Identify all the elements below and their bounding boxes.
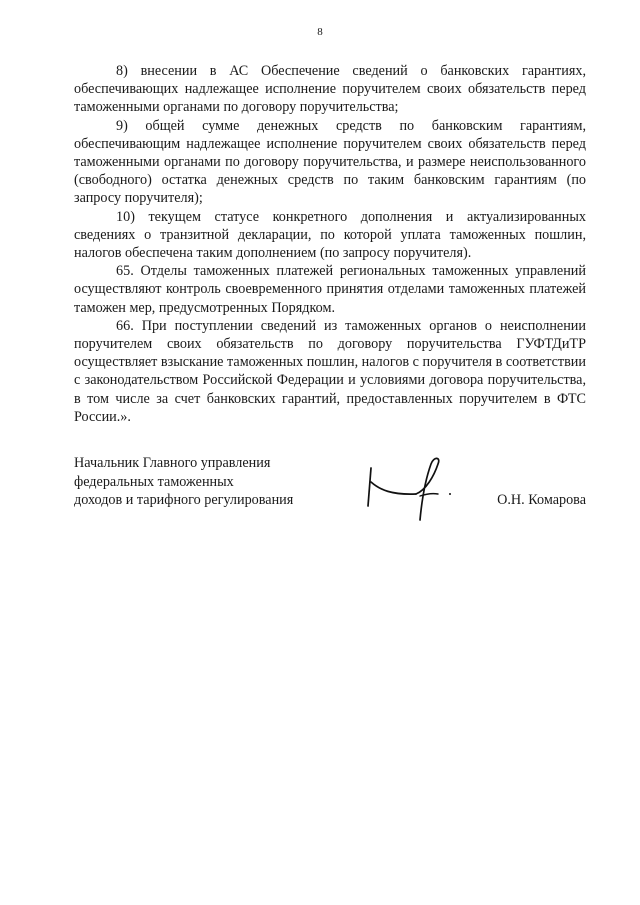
signer-title-line: федеральных таможенных xyxy=(74,473,234,490)
document-body xyxy=(74,62,586,426)
paragraph-item-9: 9) общей сумме денежных средств по банковским гарантиям, обеспечивающим надлежащее исполнение поручителем своих обязательств перед таможенными органами по договору поручительства, и размере неиспользованного (свободного) остатка денежных средств по таким банковским гарантиям (по запросу поручителя); xyxy=(74,117,586,207)
signature-block xyxy=(74,454,586,524)
page-number: 8 xyxy=(317,26,323,38)
paragraph-item-8: 8) внесении в АС Обеспечение сведений о банковских гарантиях, обеспечивающих надлежащее исполнение поручителем своих обязательств перед таможенными органами по договору поручительства; xyxy=(74,63,586,116)
paragraph-item-10: 10) текущем статусе конкретного дополнения и актуализированных сведениях о транзитной декларации, по которой уплата таможенных пошлин, налогов обеспечена таким дополнением (по запросу поручителя). xyxy=(74,208,586,262)
signer-name: О.Н. Комарова xyxy=(497,492,586,508)
paragraph-66: 66. При поступлении сведений из таможенных органов о неисполнении поручителем своих обязательств по договору поручительства ГУФТДиТР осуществляет взыскание таможенных пошлин, налогов с поручителя в соответствии с законодательством Российской Федерации и условиями договора поручительства, в том числе за счет банковских гарантий, предоставленных поручителем в ФТС России.». xyxy=(74,317,586,425)
signer-title-line: доходов и тарифного регулирования xyxy=(74,492,294,508)
signer-title-line: Начальник Главного управления xyxy=(74,455,271,471)
paragraph-65: 65. Отделы таможенных платежей региональных таможенных управлений осуществляют контроль своевременного принятия отделами таможенных платежей таможен мер, предусмотренных Порядком. xyxy=(74,263,586,316)
handwritten-signature xyxy=(360,454,460,524)
